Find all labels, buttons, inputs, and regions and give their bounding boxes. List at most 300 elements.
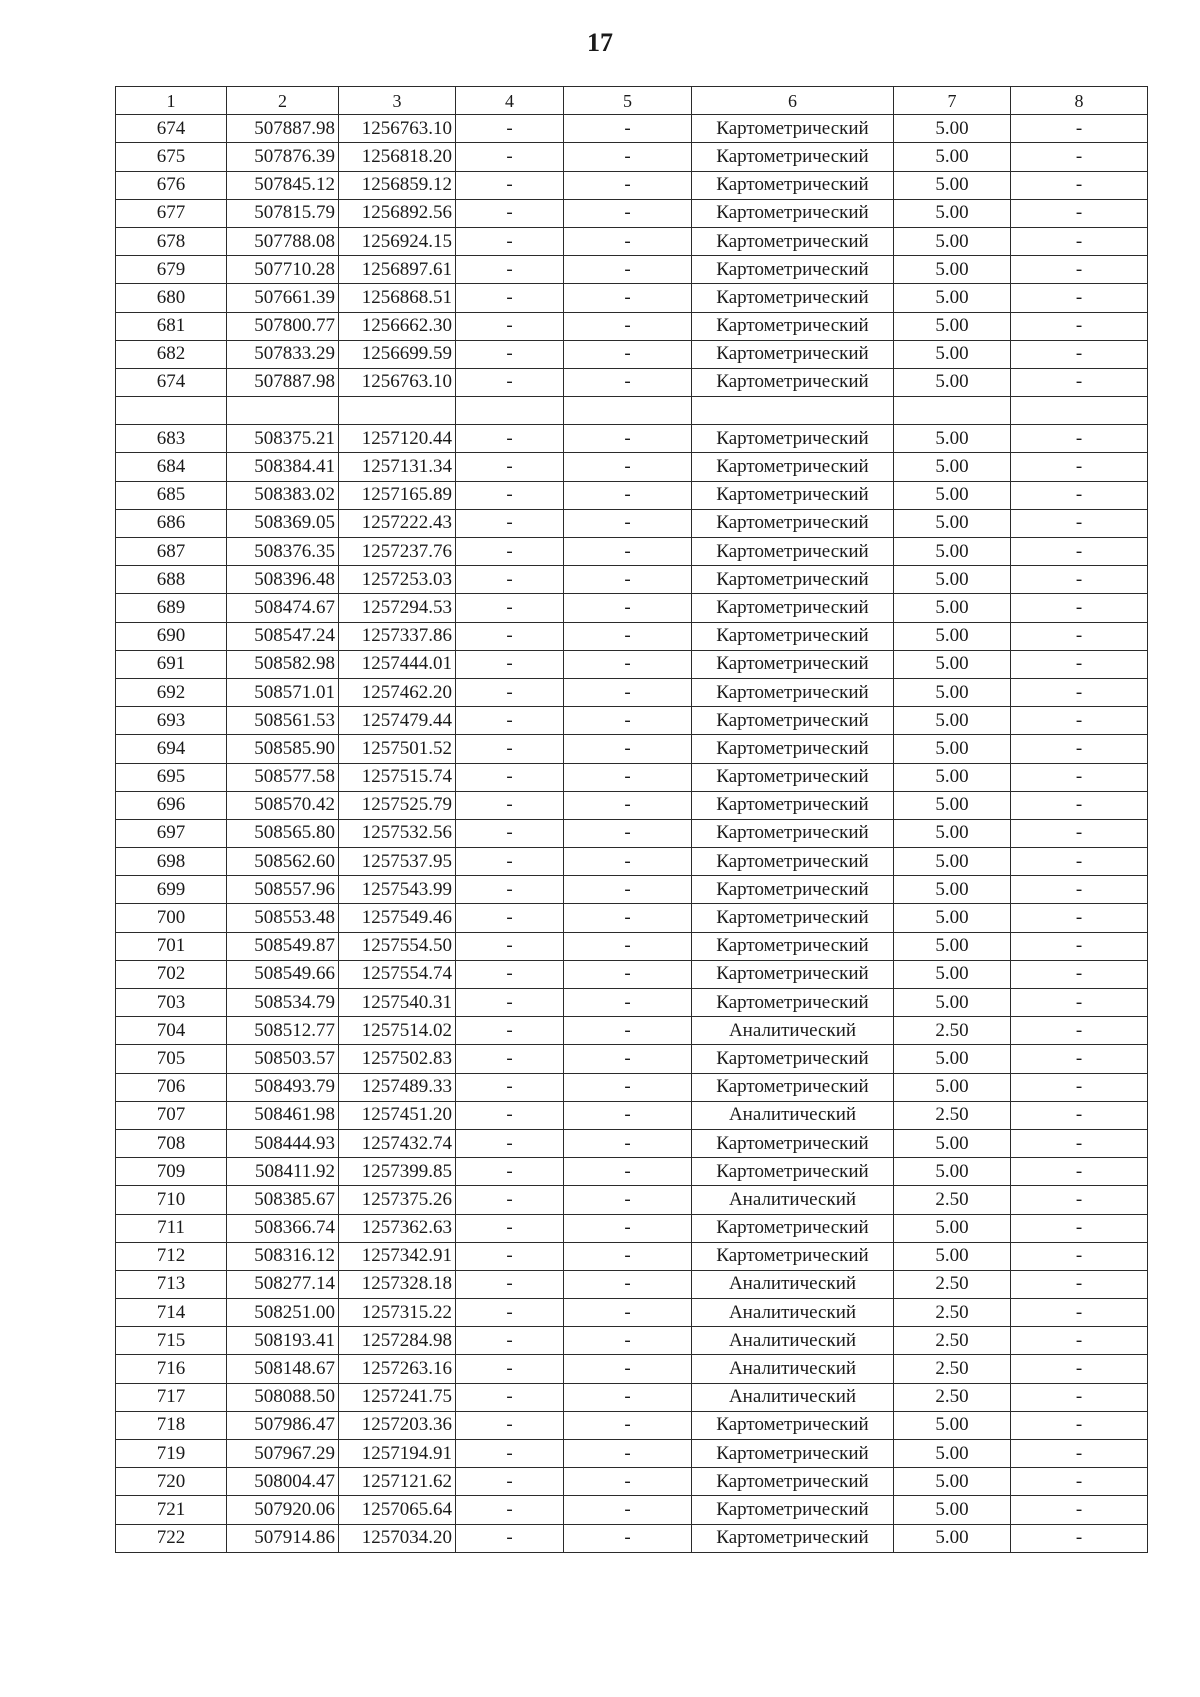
table-cell: 508474.67 [227,594,339,622]
table-cell: 674 [116,115,227,143]
table-cell: - [456,707,564,735]
table-cell: 5.00 [894,425,1011,453]
table-cell: 2.50 [894,1327,1011,1355]
column-header: 4 [456,87,564,115]
table-row [116,1299,1148,1327]
table-row [116,1468,1148,1496]
table-cell: - [1011,1017,1148,1045]
table-cell: - [1011,227,1148,255]
table-cell: - [456,1158,564,1186]
table-row [116,1129,1148,1157]
table-cell: 693 [116,707,227,735]
table-cell: - [456,1440,564,1468]
table-cell: - [456,1186,564,1214]
table-row [116,763,1148,791]
table-row [116,1214,1148,1242]
table-cell: - [564,312,692,340]
table-cell: 5.00 [894,763,1011,791]
table-cell: 1257222.43 [339,509,456,537]
table-cell: 1257328.18 [339,1270,456,1298]
table-cell: 1257342.91 [339,1242,456,1270]
column-header: 2 [227,87,339,115]
table-cell: Картометрический [692,171,894,199]
table-cell [894,397,1011,425]
table-cell: - [564,678,692,706]
table-cell: 507967.29 [227,1440,339,1468]
table-cell: - [456,227,564,255]
table-cell: 1257131.34 [339,453,456,481]
table-cell: - [1011,1214,1148,1242]
column-header: 3 [339,87,456,115]
table-row [116,848,1148,876]
table-cell: - [1011,848,1148,876]
table-cell: 5.00 [894,368,1011,396]
table-cell: - [1011,1186,1148,1214]
table-cell: 5.00 [894,707,1011,735]
table-cell: 508570.42 [227,791,339,819]
table-cell: 508512.77 [227,1017,339,1045]
table-cell: 2.50 [894,1101,1011,1129]
table-row [116,340,1148,368]
table-cell: 5.00 [894,1242,1011,1270]
table-cell [564,397,692,425]
table-cell: 704 [116,1017,227,1045]
table-cell: 5.00 [894,481,1011,509]
table-cell: - [564,566,692,594]
table-cell: - [1011,819,1148,847]
table-cell: 691 [116,650,227,678]
table-cell: 678 [116,227,227,255]
table-cell: - [456,312,564,340]
table-cell: 508396.48 [227,566,339,594]
table-cell [692,397,894,425]
table-cell: - [1011,1101,1148,1129]
table-cell: 508383.02 [227,481,339,509]
table-cell: - [564,1017,692,1045]
table-cell: 1257120.44 [339,425,456,453]
table-row [116,707,1148,735]
table-cell: 5.00 [894,340,1011,368]
table-cell: - [1011,453,1148,481]
table-cell: Картометрический [692,1524,894,1552]
table-cell: - [456,763,564,791]
table-cell: 508547.24 [227,622,339,650]
table-cell: - [564,1468,692,1496]
table-cell: - [1011,143,1148,171]
table-cell: - [564,340,692,368]
table-cell: - [1011,594,1148,622]
table-cell: Картометрический [692,143,894,171]
table-cell: - [456,932,564,960]
table-cell: Картометрический [692,650,894,678]
table-cell: - [564,1355,692,1383]
table-cell: 508088.50 [227,1383,339,1411]
table-cell: - [1011,199,1148,227]
table-row [116,1242,1148,1270]
table-cell: 508565.80 [227,819,339,847]
table-cell: 679 [116,256,227,284]
table-cell: - [1011,1073,1148,1101]
table-cell: 1257514.02 [339,1017,456,1045]
table-cell: 1257203.36 [339,1411,456,1439]
table-cell: 508571.01 [227,678,339,706]
table-cell: 1257375.26 [339,1186,456,1214]
table-cell: - [564,960,692,988]
table-cell: 1257462.20 [339,678,456,706]
table-cell: 5.00 [894,735,1011,763]
table-cell: - [1011,876,1148,904]
table-cell: 508385.67 [227,1186,339,1214]
table-cell: 5.00 [894,509,1011,537]
table-cell: - [564,1186,692,1214]
table-cell: - [456,876,564,904]
table-cell: 507788.08 [227,227,339,255]
table-cell: 688 [116,566,227,594]
table-cell: - [456,989,564,1017]
table-cell: - [564,848,692,876]
table-row [116,1101,1148,1129]
table-cell: 1256868.51 [339,284,456,312]
table-cell: - [1011,1299,1148,1327]
table-cell: Картометрический [692,763,894,791]
table-row [116,171,1148,199]
table-row [116,791,1148,819]
table-cell: - [1011,989,1148,1017]
table-cell: Картометрический [692,1440,894,1468]
page-number: 17 [587,28,613,57]
table-cell: 689 [116,594,227,622]
table-cell: 680 [116,284,227,312]
table-cell [339,397,456,425]
table-cell: - [1011,368,1148,396]
table-cell: 5.00 [894,566,1011,594]
table-cell: - [564,1045,692,1073]
table-cell: - [456,1299,564,1327]
table-cell: 686 [116,509,227,537]
table-row [116,650,1148,678]
table-cell: Картометрический [692,1129,894,1157]
table-cell: Аналитический [692,1186,894,1214]
table-cell: 720 [116,1468,227,1496]
table-row [116,735,1148,763]
table-row [116,227,1148,255]
table-cell: - [456,368,564,396]
table-cell: - [1011,932,1148,960]
table-cell: 1257034.20 [339,1524,456,1552]
table-cell: 508411.92 [227,1158,339,1186]
table-cell: - [564,284,692,312]
table-cell: 5.00 [894,848,1011,876]
table-cell: 5.00 [894,1214,1011,1242]
table-cell: 1257165.89 [339,481,456,509]
table-row [116,425,1148,453]
table-cell: 1256662.30 [339,312,456,340]
table-cell: 702 [116,960,227,988]
table-cell: - [1011,1383,1148,1411]
table-cell: Аналитический [692,1383,894,1411]
table-cell: 5.00 [894,622,1011,650]
table-cell: Картометрический [692,904,894,932]
table-cell: Картометрический [692,509,894,537]
table-cell: Картометрический [692,284,894,312]
table-cell: 685 [116,481,227,509]
table-cell: - [1011,622,1148,650]
table-cell: 1257432.74 [339,1129,456,1157]
table-cell: 5.00 [894,1496,1011,1524]
table-cell [456,397,564,425]
table-cell: Картометрический [692,256,894,284]
table-cell: 5.00 [894,143,1011,171]
table-cell: - [1011,538,1148,566]
table-cell: 721 [116,1496,227,1524]
table-cell: Картометрический [692,453,894,481]
table-cell: - [564,453,692,481]
table-cell: 707 [116,1101,227,1129]
table-row [116,1383,1148,1411]
table-cell: 683 [116,425,227,453]
table-cell: Картометрический [692,932,894,960]
table-cell: 508582.98 [227,650,339,678]
column-header: 8 [1011,87,1148,115]
coordinates-table [115,86,1148,1553]
table-cell: - [456,1214,564,1242]
table-cell: - [564,1440,692,1468]
table-cell: 508585.90 [227,735,339,763]
table-cell: - [564,1101,692,1129]
table-cell: - [1011,791,1148,819]
table-cell: - [456,1524,564,1552]
table-row [116,115,1148,143]
table-cell: 5.00 [894,876,1011,904]
table-cell: 1257525.79 [339,791,456,819]
table-row [116,1017,1148,1045]
table-cell: 1256892.56 [339,199,456,227]
table-cell: Картометрический [692,707,894,735]
table-cell: 1256763.10 [339,368,456,396]
table-cell: Аналитический [692,1327,894,1355]
table-row [116,622,1148,650]
table-cell: 5.00 [894,199,1011,227]
table-cell: - [456,1327,564,1355]
table-cell: - [1011,678,1148,706]
table-row [116,1411,1148,1439]
table-cell: - [456,566,564,594]
table-cell: 715 [116,1327,227,1355]
table-cell: - [456,1017,564,1045]
table-cell [227,397,339,425]
table-cell: 5.00 [894,904,1011,932]
table-cell: - [456,453,564,481]
table-cell: 5.00 [894,1158,1011,1186]
table-cell: Картометрический [692,1411,894,1439]
table-header-row [116,87,1148,115]
table-cell: Картометрический [692,848,894,876]
table-cell: 5.00 [894,1524,1011,1552]
table-cell: Картометрический [692,115,894,143]
table-cell: - [456,960,564,988]
table-cell: 2.50 [894,1383,1011,1411]
table-cell: 1257451.20 [339,1101,456,1129]
table-cell: Картометрический [692,1045,894,1073]
table-cell: - [1011,904,1148,932]
table-row [116,1158,1148,1186]
table-cell: 1257540.31 [339,989,456,1017]
table-row [116,566,1148,594]
table-cell: 507661.39 [227,284,339,312]
table-cell: 713 [116,1270,227,1298]
table-cell: 5.00 [894,115,1011,143]
table-cell: 706 [116,1073,227,1101]
table-cell: 508562.60 [227,848,339,876]
table-cell: Картометрический [692,566,894,594]
table-cell: - [564,735,692,763]
table-cell: - [456,1411,564,1439]
table-cell: - [564,791,692,819]
table-cell: 1257065.64 [339,1496,456,1524]
table-cell: - [1011,1440,1148,1468]
table-cell: 2.50 [894,1017,1011,1045]
table-cell: - [564,227,692,255]
table-cell: - [564,989,692,1017]
table-cell: - [564,650,692,678]
table-cell: 507876.39 [227,143,339,171]
table-cell: - [456,171,564,199]
table-cell: 1256699.59 [339,340,456,368]
table-cell: 508004.47 [227,1468,339,1496]
table-cell: 508316.12 [227,1242,339,1270]
table-cell: - [564,1496,692,1524]
table-cell: 508376.35 [227,538,339,566]
table-cell: - [456,1496,564,1524]
table-cell: - [564,115,692,143]
table-body [116,87,1148,1553]
table-cell: Аналитический [692,1270,894,1298]
table-cell: 508277.14 [227,1270,339,1298]
table-cell: - [1011,115,1148,143]
table-cell: - [1011,1045,1148,1073]
table-cell: - [564,509,692,537]
table-cell: Картометрический [692,312,894,340]
table-cell: - [456,1383,564,1411]
table-cell: - [456,284,564,312]
table-cell: 1257253.03 [339,566,456,594]
table-cell: 1257194.91 [339,1440,456,1468]
table-cell: Картометрический [692,1073,894,1101]
table-cell: 5.00 [894,1411,1011,1439]
table-cell: 708 [116,1129,227,1157]
table-cell: - [564,1411,692,1439]
table-cell: 1257554.50 [339,932,456,960]
table-cell: - [1011,312,1148,340]
table-row [116,876,1148,904]
table-cell: 507815.79 [227,199,339,227]
table-cell: 675 [116,143,227,171]
table-cell: - [564,199,692,227]
table-cell: 1257399.85 [339,1158,456,1186]
table-row [116,1045,1148,1073]
table-cell: 1257362.63 [339,1214,456,1242]
table-cell: Картометрический [692,1242,894,1270]
table-cell: 5.00 [894,678,1011,706]
table-cell: - [564,143,692,171]
table-cell: 5.00 [894,960,1011,988]
table-cell: 677 [116,199,227,227]
table-cell: - [456,622,564,650]
table-row [116,1270,1148,1298]
table-cell: 1257554.74 [339,960,456,988]
table-cell: - [1011,1496,1148,1524]
table-row [116,1327,1148,1355]
table-cell: - [456,509,564,537]
table-cell: - [456,199,564,227]
table-cell: 507833.29 [227,340,339,368]
table-row [116,989,1148,1017]
table-cell: - [564,1129,692,1157]
table-cell: 696 [116,791,227,819]
table-cell: - [564,763,692,791]
table-cell: - [564,904,692,932]
table-cell: 507986.47 [227,1411,339,1439]
table-cell: 1257121.62 [339,1468,456,1496]
table-cell: 507887.98 [227,368,339,396]
table-cell: 507800.77 [227,312,339,340]
table-cell: 5.00 [894,1129,1011,1157]
table-cell: - [456,1242,564,1270]
table-cell: 5.00 [894,284,1011,312]
table-cell: 5.00 [894,791,1011,819]
table-cell: 703 [116,989,227,1017]
table-cell: 5.00 [894,1440,1011,1468]
table-cell: 687 [116,538,227,566]
table-row [116,368,1148,396]
table-cell: - [564,171,692,199]
table-cell: 508366.74 [227,1214,339,1242]
table-cell: - [456,1468,564,1496]
table-cell: - [564,1299,692,1327]
table-cell: - [1011,735,1148,763]
table-cell: 1257337.86 [339,622,456,650]
table-cell: 1257549.46 [339,904,456,932]
table-cell: - [564,1242,692,1270]
table-cell: Картометрический [692,735,894,763]
table-row [116,960,1148,988]
table-cell: - [564,1073,692,1101]
table-cell: 508577.58 [227,763,339,791]
table-cell: - [564,1327,692,1355]
table-cell: 5.00 [894,171,1011,199]
table-cell: 1257241.75 [339,1383,456,1411]
table-cell: Картометрический [692,960,894,988]
table-cell: 1257294.53 [339,594,456,622]
table-cell: - [564,622,692,650]
table-cell: - [564,368,692,396]
table-cell: 698 [116,848,227,876]
table-cell: 508503.57 [227,1045,339,1073]
table-row [116,199,1148,227]
table-cell: 508549.66 [227,960,339,988]
table-row [116,904,1148,932]
table-cell: 1257263.16 [339,1355,456,1383]
table-row [116,1073,1148,1101]
table-cell: Картометрический [692,791,894,819]
table-cell: Аналитический [692,1299,894,1327]
table-row [116,1524,1148,1552]
table-cell: - [564,425,692,453]
table-cell: 507710.28 [227,256,339,284]
table-cell: 508375.21 [227,425,339,453]
table-cell: 1257502.83 [339,1045,456,1073]
table-cell: 508369.05 [227,509,339,537]
